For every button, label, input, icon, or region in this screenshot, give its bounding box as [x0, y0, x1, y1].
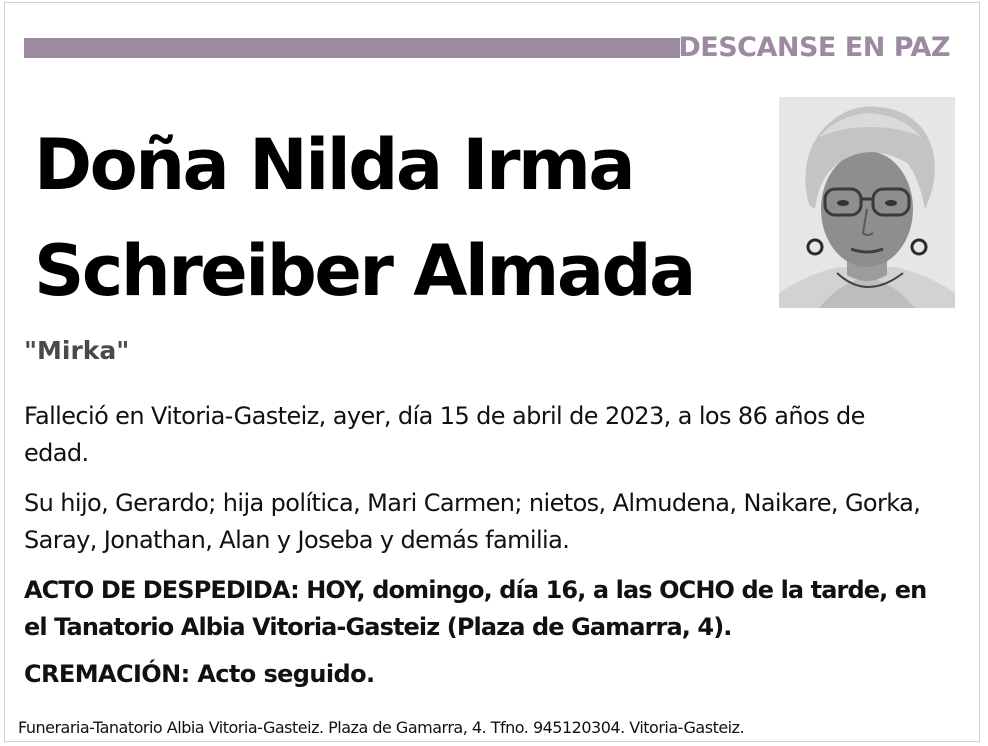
cremation-paragraph: CREMACIÓN: Acto seguido.: [24, 660, 375, 688]
name-line-1: Doña Nilda Irma: [34, 124, 634, 206]
header-bar: [24, 38, 680, 58]
portrait-photo-icon: [779, 97, 955, 308]
nickname: "Mirka": [24, 336, 130, 365]
name-line-2: Schreiber Almada: [34, 230, 694, 312]
portrait-photo: [779, 97, 955, 308]
deceased-name: [34, 112, 754, 324]
death-notice-paragraph: Falleció en Vitoria-Gasteiz, ayer, día 15 de abril de 2023, a los 86 años de edad.: [24, 402, 865, 467]
farewell-paragraph: ACTO DE DESPEDIDA: HOY, domingo, día 16, a las OCHO de la tarde, en el Tanatorio Albia Vitoria-Gasteiz (Plaza de Gamarra, 4).: [24, 576, 927, 641]
header-label: DESCANSE EN PAZ: [678, 32, 950, 63]
funeral-home-footer: Funeraria-Tanatorio Albia Vitoria-Gasteiz. Plaza de Gamarra, 4. Tfno. 945120304. Vitoria-Gasteiz.: [18, 718, 745, 737]
family-paragraph: Su hijo, Gerardo; hija política, Mari Carmen; nietos, Almudena, Naikare, Gorka, Saray, Jonathan, Alan y Joseba y demás familia.: [24, 489, 921, 554]
